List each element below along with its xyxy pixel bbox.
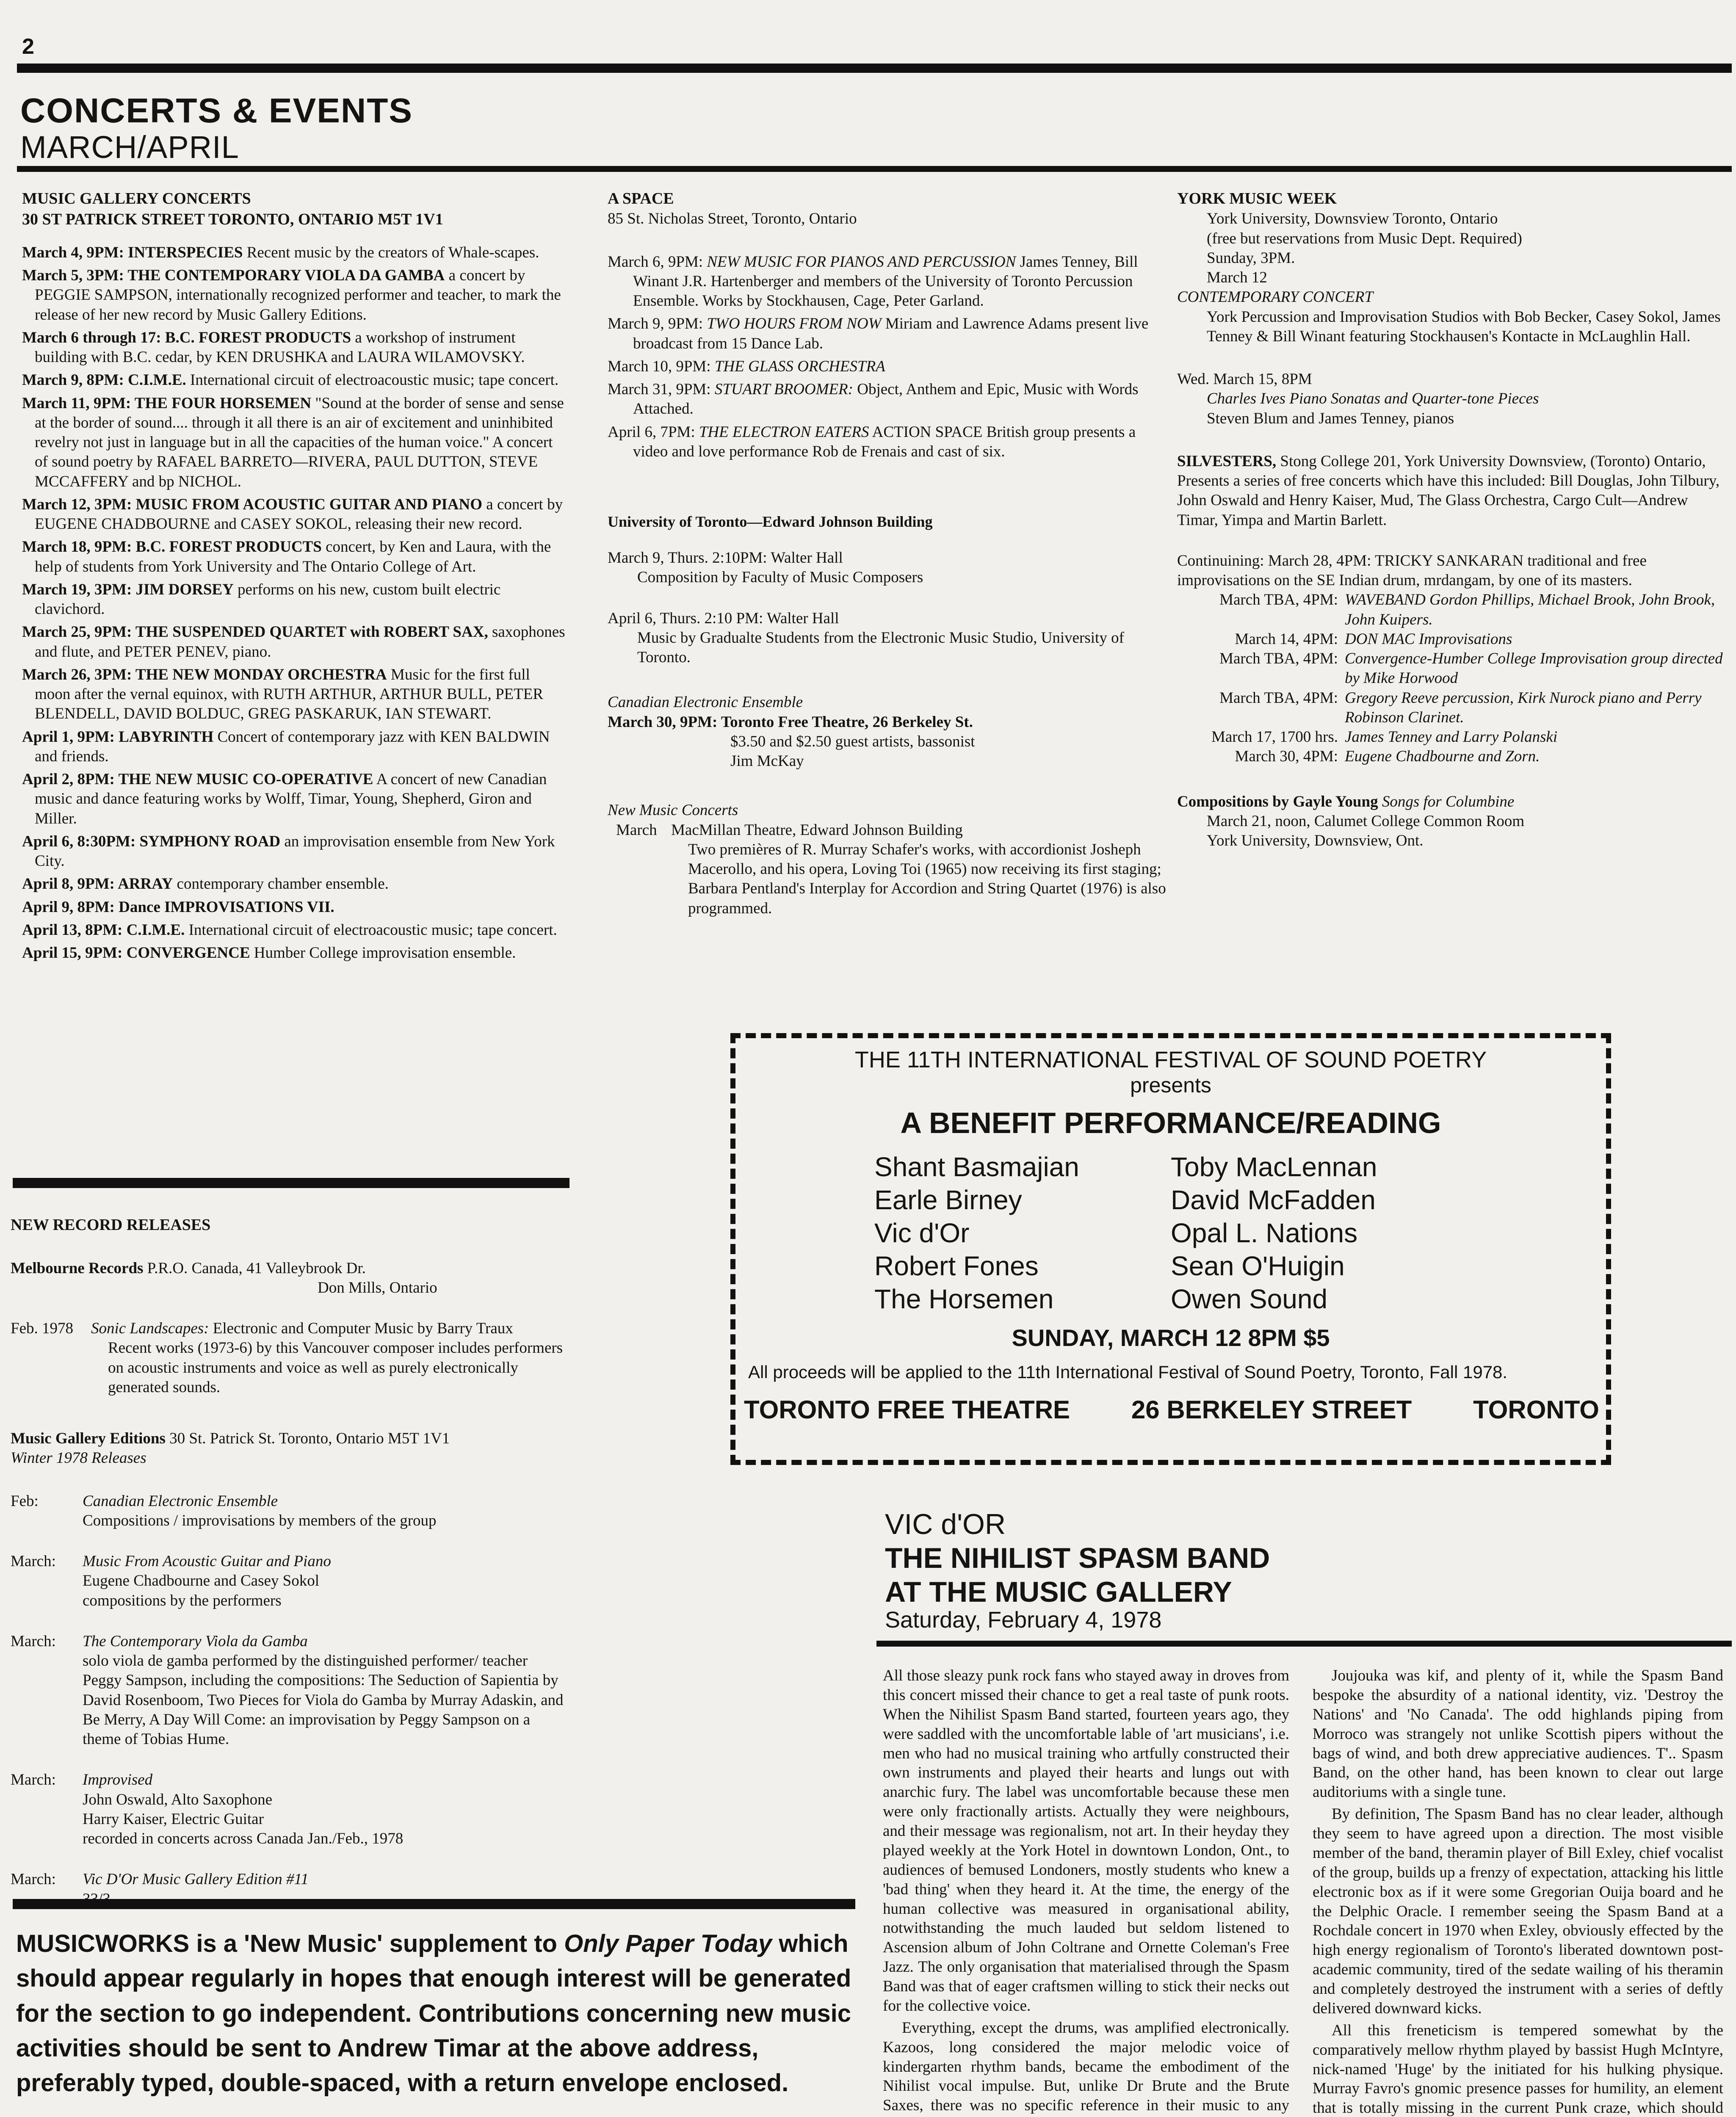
music-gallery-column: [22, 188, 568, 966]
gayle-young-line-1: March 21, noon, Calumet College Common Room: [1207, 812, 1525, 830]
silvesters: [1177, 452, 1732, 530]
event-date: March 6, 9PM:: [608, 253, 703, 271]
melbourne-address: P.R.O. Canada, 41 Valleybrook Dr.: [147, 1259, 366, 1277]
benefit-city: TORONTO: [1473, 1396, 1599, 1424]
record-item: [11, 1492, 569, 1531]
record-month: March:: [11, 1632, 56, 1650]
york-tba-date: March 17, 1700 hrs.: [1211, 728, 1338, 746]
york-tba-text: Convergence-Humber College Improvisation group directed by Mike Horwood: [1345, 650, 1723, 687]
york-tba-text: Eugene Chadbourne and Zorn.: [1345, 748, 1540, 766]
york-tba-item: [1177, 727, 1732, 747]
review-paragraph: Everything, except the drums, was amplified electronically. Kazoos, long considered the major melodic voice of kindergarten rhythm bands, became the embodiment of the Nihilist vocal impulse. But, unlike Dr Brute and the Brute Saxes, there was no specific reference in their music to any: [883, 2019, 1289, 2114]
york-column: [1177, 188, 1732, 851]
event-item: [608, 314, 1167, 354]
review-paragraph: By definition, The Spasm Band has no clear leader, although they seem to have agreed upon a direction. The most visible member of the band, theramin player of Bill Exley, chief vocalist of the group, builds up a frenzy of expectation, attacking his little electronic box as if it were some Gregorian Ouija board and he the Delphic Oracle. I remember seeing the Spasm Band at a Rochdale concert in 1970 when Exley, obviously effected by the high energy regionalism of Toronto's liberated downtown post-academic community, tired of the sedate wailing of his theramin and completely destroyed the instrument with a series of deftly delivered downward kicks.: [1313, 1805, 1723, 2017]
event-text: performs on his new, custom built electric clavichord.: [35, 580, 501, 618]
event-item: [22, 266, 568, 325]
event-item: [22, 243, 568, 263]
page-number: 2: [22, 34, 34, 59]
benefit-date: SUNDAY, MARCH 12 8PM $5: [1012, 1324, 1330, 1351]
record-body: [83, 1632, 569, 1749]
traux-release: [11, 1319, 569, 1397]
event-lead: April 6, 8:30PM: SYMPHONY ROAD: [22, 832, 281, 850]
performer-name: Shant Basmajian: [874, 1152, 1079, 1182]
record-month: March:: [11, 1553, 56, 1570]
event-text: Miriam and Lawrence Adams present live broadcast from 15 Dance Lab.: [633, 315, 1149, 352]
york-tba-text: Gregory Reeve percussion, Kirk Nurock piano and Perry Robinson Clarinet.: [1345, 689, 1702, 726]
record-line: Eugene Chadbourne and Casey Sokol: [83, 1572, 319, 1590]
event-item: [22, 665, 568, 724]
record-line: solo viola de gamba performed by the distinguished performer/ teacher Peggy Sampson, including the compositions: The Seduction of Sapientia by David Rosenboom, Two Pieces for Viola do Gamba by Murray Adaskin, and Be Merry, A Day Will Come: an improvisation by Peggy Sampson on a theme of Tobias Hume.: [83, 1652, 564, 1748]
review-heading: [885, 1507, 1270, 1609]
wed-title: Charles Ives Piano Sonatas and Quarter-tone Pieces: [1207, 390, 1539, 408]
event-lead: March 18, 9PM: B.C. FOREST PRODUCTS: [22, 538, 322, 556]
performer-names-right: [1171, 1150, 1467, 1316]
event-lead: March 12, 3PM: MUSIC FROM ACOUSTIC GUITAR AND PIANO: [22, 495, 483, 513]
event-item: [22, 920, 568, 940]
event-item: [608, 357, 1167, 376]
event-lead: March 9, 8PM: C.I.M.E.: [22, 371, 186, 389]
music-gallery-editions: [11, 1429, 569, 1448]
traux-date: Feb. 1978: [11, 1320, 73, 1337]
musicworks-rest: which should appear regularly in hopes that enough interest will be generated for the section to go independent. Contributions concerning new music activities should be sent to Andrew Timar at the above address, preferably typed, double-spaced, with a return envelope enclosed.: [16, 1930, 851, 2097]
event-text: concert, by Ken and Laura, with the help of students from York University and The Ontario College of Art.: [35, 538, 551, 575]
gayle-young-title: Songs for Columbine: [1382, 793, 1515, 810]
record-line: recorded in concerts across Canada Jan./Feb., 1978: [83, 1830, 404, 1847]
gayle-young-line-2: York University, Downsview, Ont.: [1207, 832, 1424, 850]
uoft-event-1-date: March 9, Thurs. 2:10PM: Walter Hall: [608, 549, 843, 567]
nmc-venue: MacMillan Theatre, Edward Johnson Building: [671, 821, 963, 839]
nmc-heading: New Music Concerts: [608, 801, 738, 819]
a-space-column: [608, 188, 1167, 918]
record-item: [11, 1632, 569, 1749]
york-tba-text: DON MAC Improvisations: [1345, 630, 1512, 648]
festival-title: THE 11TH INTERNATIONAL FESTIVAL OF SOUND POETRY: [854, 1047, 1487, 1072]
nmc-event: [608, 821, 1167, 918]
performer-name: Robert Fones: [874, 1251, 1039, 1282]
performer-name: Sean O'Huigin: [1171, 1251, 1345, 1282]
review-paragraph: Joujouka was kif, and plenty of it, while the Spasm Band bespoke the absurdity of a national identity, viz. 'Destroy the Nations' and 'No Canada'. The odd highlands piping from Morroco was strangely not unlike Scottish pipers without the bags of wind, and both drew appreciative audiences. T'.. Spasm Band, on the other hand, has been known to clear out large auditoriums with a single tune.: [1313, 1667, 1723, 1801]
benefit-box: [730, 1033, 1611, 1465]
nmc-month: March: [616, 821, 657, 839]
event-item: [608, 252, 1167, 311]
benefit-venue-line: [744, 1395, 1599, 1424]
section-title: CONCERTS & EVENTS: [20, 91, 413, 130]
a-space-heading: A SPACE: [608, 190, 674, 207]
york-when-day: Sunday, 3PM.: [1207, 249, 1295, 267]
musicworks-paper: Only Paper Today: [564, 1930, 772, 1957]
event-title: STUART BROOMER:: [714, 381, 853, 398]
uoft-heading: University of Toronto—Edward Johnson Building: [608, 513, 933, 531]
record-month: March:: [11, 1771, 56, 1789]
record-month: Feb:: [11, 1492, 39, 1510]
event-text: International circuit of electroacoustic music; tape concert.: [188, 921, 557, 939]
event-lead: March 26, 3PM: THE NEW MONDAY ORCHESTRA: [22, 666, 387, 683]
event-lead: April 15, 9PM: CONVERGENCE: [22, 944, 250, 962]
record-body: [83, 1492, 437, 1531]
review-rule: [876, 1641, 1732, 1647]
silvesters-lead: SILVESTERS,: [1177, 452, 1277, 470]
mg-label: Music Gallery Editions: [11, 1430, 166, 1447]
record-body: [83, 1552, 331, 1611]
musicworks-lead: MUSICWORKS: [16, 1930, 190, 1957]
event-text: Recent music by the creators of Whale-scapes.: [246, 243, 539, 261]
contemporary-concert-title: CONTEMPORARY CONCERT: [1177, 288, 1373, 306]
event-lead: March 19, 3PM: JIM DORSEY: [22, 580, 234, 598]
record-title: Vic D'Or Music Gallery Edition #11: [83, 1871, 309, 1888]
event-lead: March 6 through 17: B.C. FOREST PRODUCTS: [22, 329, 351, 346]
york-tba-text: WAVEBAND Gordon Phillips, Michael Brook, John Brook, John Kuipers.: [1345, 591, 1715, 628]
event-lead: April 13, 8PM: C.I.M.E.: [22, 921, 185, 939]
cee-heading: Canadian Electronic Ensemble: [608, 694, 803, 711]
york-tba-text: James Tenney and Larry Polanski: [1345, 728, 1558, 746]
event-text: a concert by PEGGIE SAMPSON, internationally recognized performer and teacher, to mark the release of her new record by Music Gallery Editions.: [35, 267, 561, 323]
music-gallery-heading: MUSIC GALLERY CONCERTS: [22, 190, 251, 207]
benefit-venue: TORONTO FREE THEATRE: [744, 1396, 1070, 1424]
event-title: THE ELECTRON EATERS: [699, 423, 869, 441]
review-date: Saturday, February 4, 1978: [885, 1607, 1162, 1633]
record-line: Harry Kaiser, Electric Guitar: [83, 1810, 264, 1828]
performer-name: David McFadden: [1171, 1185, 1376, 1216]
record-title: Music From Acoustic Guitar and Piano: [83, 1553, 331, 1570]
event-text: "Sound at the border of sense and sense at the border of sound.... through it all there is an air of excitement and uninhibited revelry not just in language but in all the capacities of the human voice." A concert of sound poetry by RAFAEL BARRETO—RIVERA, PAUL DUTTON, STEVE MCCAFFERY and bp NICHOL.: [35, 394, 564, 490]
event-item: [22, 898, 568, 917]
event-lead: April 8, 9PM: ARRAY: [22, 875, 173, 893]
uoft-event-2-date: April 6, Thurs. 2:10 PM: Walter Hall: [608, 609, 839, 627]
event-lead: April 9, 8PM: Dance IMPROVISATIONS VII.: [22, 898, 334, 916]
traux-line: Electronic and Computer Music by Barry Traux: [213, 1320, 513, 1337]
section-subtitle: MARCH/APRIL: [20, 130, 239, 165]
york-tba-item: [1177, 747, 1732, 766]
event-text: a workshop of instrument building with B.C. cedar, by KEN DRUSHKA and LAURA WILAMOVSKY.: [35, 329, 525, 366]
review-title-2: THE NIHILIST SPASM BAND: [885, 1542, 1270, 1575]
york-tba-item: [1177, 649, 1732, 688]
record-title: Canadian Electronic Ensemble: [83, 1492, 278, 1510]
event-text: James Tenney, Bill Winant J.R. Hartenberger and members of the University of Toronto Percussion Ensemble. Works by Stockhausen, Cage, Peter Garland.: [633, 253, 1138, 310]
york-tba-item: [1177, 688, 1732, 728]
york-heading: YORK MUSIC WEEK: [1177, 190, 1337, 207]
wed-artists: Steven Blum and James Tenney, pianos: [1207, 409, 1454, 427]
benefit-title: A BENEFIT PERFORMANCE/READING: [900, 1106, 1441, 1139]
record-month: March:: [11, 1871, 56, 1888]
event-date: March 9, 9PM:: [608, 315, 703, 333]
column-rule: [13, 1178, 569, 1188]
event-text: A concert of new Canadian music and dance featuring works by Wolff, Timar, Young, Shepherd, Giron and Miller.: [35, 771, 547, 827]
header-rule: [17, 166, 1732, 172]
melbourne-records: [11, 1259, 569, 1278]
york-tba-date: March 30, 4PM:: [1235, 748, 1338, 766]
festival-presents: presents: [1130, 1073, 1211, 1097]
event-item: [22, 770, 568, 829]
event-text: Humber College improvisation ensemble.: [254, 944, 516, 962]
york-reservations: (free but reservations from Music Dept. Required): [1207, 229, 1522, 247]
contemporary-concert-text: York Percussion and Improvisation Studios with Bob Becker, Casey Sokol, James Tenney & Bill Winant featuring Stockhausen's Kontacte in McLaughlin Hall.: [1207, 308, 1721, 345]
a-space-events: [608, 252, 1167, 462]
performer-name: The Horsemen: [874, 1284, 1054, 1315]
event-title: NEW MUSIC FOR PIANOS AND PERCUSSION: [707, 253, 1016, 271]
event-title: THE GLASS ORCHESTRA: [714, 357, 885, 375]
mg-series: Winter 1978 Releases: [11, 1449, 147, 1467]
record-body: [83, 1770, 403, 1849]
continuing-text: Continuining: March 28, 4PM: TRICKY SANKARAN traditional and free improvisations on the SE Indian drum, mrdangam, by one of its masters.: [1177, 552, 1647, 589]
york-location: York University, Downsview Toronto, Ontario: [1207, 210, 1498, 228]
event-lead: April 1, 9PM: LABYRINTH: [22, 728, 214, 746]
traux-title: Sonic Landscapes:: [91, 1320, 209, 1337]
event-text: Object, Anthem and Epic, Music with Words Attached.: [633, 381, 1139, 418]
event-text: Concert of contemporary jazz with KEN BALDWIN and friends.: [35, 728, 550, 765]
cee-artist: Jim McKay: [730, 752, 804, 770]
york-tba-date: March TBA, 4PM:: [1219, 591, 1338, 609]
record-list: [11, 1492, 569, 1909]
record-item: [11, 1770, 569, 1849]
record-title: Improvised: [83, 1771, 153, 1789]
event-item: [22, 874, 568, 894]
melbourne-city: Don Mills, Ontario: [318, 1279, 437, 1296]
musicworks-rule-top: [13, 1899, 855, 1909]
event-lead: March 5, 3PM: THE CONTEMPORARY VIOLA DA GAMBA: [22, 267, 445, 285]
record-line: John Oswald, Alto Saxophone: [83, 1791, 273, 1808]
performer-name: Earle Birney: [874, 1185, 1022, 1216]
review-column-1: [883, 1666, 1289, 2117]
musicworks-text: is a 'New Music' supplement to: [189, 1930, 564, 1957]
york-when-date: March 12: [1207, 269, 1267, 287]
event-item: [22, 832, 568, 871]
record-title: The Contemporary Viola da Gamba: [83, 1632, 308, 1650]
music-gallery-events: [22, 243, 568, 963]
york-tba-date: March 14, 4PM:: [1235, 630, 1338, 648]
performer-name: Opal L. Nations: [1171, 1218, 1358, 1249]
event-item: [22, 943, 568, 963]
review-title-1: VIC d'OR: [885, 1508, 1006, 1540]
gayle-young: [1177, 792, 1732, 812]
event-item: [22, 495, 568, 534]
benefit-street: 26 BERKELEY STREET: [1131, 1396, 1412, 1424]
record-item: [11, 1552, 569, 1611]
a-space-address: 85 St. Nicholas Street, Toronto, Ontario: [608, 210, 857, 228]
record-line: Compositions / improvisations by members of the group: [83, 1512, 437, 1529]
music-gallery-address: 30 ST PATRICK STREET TORONTO, ONTARIO M5T 1V1: [22, 210, 443, 229]
event-item: [22, 370, 568, 390]
event-lead: March 25, 9PM: THE SUSPENDED QUARTET with ROBERT SAX,: [22, 623, 488, 641]
performer-name: Vic d'Or: [874, 1218, 970, 1249]
record-line: compositions by the performers: [83, 1592, 282, 1609]
event-item: [22, 727, 568, 767]
event-text: Music for the first full moon after the vernal equinox, with RUTH ARTHUR, ARTHUR BULL, PETER BLENDELL, DAVID BOLDUC, GREG PASKARUK, IAN STEWART.: [35, 666, 544, 723]
mg-address: 30 St. Patrick St. Toronto, Ontario M5T 1V1: [169, 1430, 450, 1447]
review-paragraph: All this freneticism is tempered somewhat by the comparatively mellow rhythm played by bassist Hugh McIntyre, nick-named 'Huge' by the initiated for his hulking physique. Murray Favro's gnomic presence passes for humility, an element that is totally missing in the current Punk craze, which should: [1313, 2021, 1723, 2117]
review-paragraph: All those sleazy punk rock fans who stayed away in droves from this concert missed their chance to get a real taste of punk roots. When the Nihilist Spasm Band started, fourteen years ago, they were saddled with the uncomfortable lable of 'art musicians', i.e. men who had no musical training who artfully constructed their own instruments and played their hearts and lungs out with anarchic fury. The label was uncomfortable because these men were only fractionally artists. Actually they were neighbours, and their message was regionalism, not art. In their heyday they played weekly at the York Hotel in downtown London, Ont., to audiences of bemused Londoners, mostly students who knew a 'bad thing' when they heard it. At the time, the energy of the human collective was measured in organisational ability, notwithstanding the much lauded but seldom listened to Ascension album of John Coltrane and Ornette Coleman's Free Jazz. The only organisation that materialised through the Spasm Band was that of eager craftsmen willing to stick their necks out for the collective voice.: [883, 1667, 1289, 2015]
event-lead: April 2, 8PM: THE NEW MUSIC CO-OPERATIVE: [22, 771, 373, 788]
cee-price: $3.50 and $2.50 guest artists, bassonist: [730, 732, 975, 750]
york-tba-date: March TBA, 4PM:: [1219, 689, 1338, 707]
performer-name: Owen Sound: [1171, 1284, 1328, 1315]
event-text: ACTION SPACE British group presents a video and love performance Rob de Frenais and cast of six.: [633, 423, 1136, 460]
event-text: International circuit of electroacoustic music; tape concert.: [190, 371, 559, 389]
review-title-3: AT THE MUSIC GALLERY: [885, 1576, 1232, 1608]
york-tba-item: [1177, 590, 1732, 630]
event-text: a concert by EUGENE CHADBOURNE and CASEY SOKOL, releasing their new record.: [35, 495, 563, 533]
cee-date: March 30, 9PM: Toronto Free Theatre, 26 Berkeley St.: [608, 713, 973, 731]
event-item: [608, 380, 1167, 419]
uoft-event-1-text: Composition by Faculty of Music Composers: [637, 569, 923, 586]
event-item: [22, 537, 568, 577]
event-date: April 6, 7PM:: [608, 423, 695, 441]
york-tba-item: [1177, 630, 1732, 649]
melbourne-label: Melbourne Records: [11, 1259, 144, 1277]
event-text: an improvisation ensemble from New York City.: [35, 832, 555, 870]
event-item: [608, 423, 1167, 462]
nmc-text: Two premières of R. Murray Schafer's works, with accordionist Josheph Macerollo, and his opera, Loving Toi (1965) now receiving its first staging; Barbara Pentland's Interplay for Accordion and String Quartet (1976) is also programmed.: [688, 840, 1166, 917]
top-rule: [17, 64, 1732, 73]
benefit-proceeds: All proceeds will be applied to the 11th International Festival of Sound Poetry, Toronto, Fall 1978.: [748, 1362, 1508, 1382]
performer-names: [874, 1150, 1467, 1316]
performer-names-left: [874, 1150, 1171, 1316]
event-text: contemporary chamber ensemble.: [177, 875, 389, 893]
event-text: saxophones and flute, and PETER PENEV, piano.: [35, 623, 565, 661]
event-title: TWO HOURS FROM NOW: [707, 315, 882, 333]
silvesters-text: Stong College 201, York University Downsview, (Toronto) Ontario, Presents a series of free concerts which have this included: Bill Douglas, John Tilbury, John Oswald and Henry Kaiser, Mud, The Glass Orchestra, Cargo Cult—Andrew Timar, Yimpa and Martin Barlett.: [1177, 452, 1720, 529]
wed-date: Wed. March 15, 8PM: [1177, 370, 1312, 388]
gayle-young-lead: Compositions by Gayle Young: [1177, 793, 1378, 810]
event-lead: March 11, 9PM: THE FOUR HORSEMEN: [22, 394, 312, 412]
event-date: March 10, 9PM:: [608, 357, 711, 375]
event-item: [22, 394, 568, 492]
record-releases: [11, 1215, 569, 1930]
uoft-event-2-text: Music by Gradualte Students from the Electronic Music Studio, University of Toronto.: [637, 629, 1124, 666]
review-column-2: [1313, 1666, 1723, 2117]
event-date: March 31, 9PM:: [608, 381, 711, 398]
performer-name: Toby MacLennan: [1171, 1152, 1377, 1182]
event-item: [22, 328, 568, 368]
musicworks-blurb: [16, 1926, 859, 2101]
event-lead: March 4, 9PM: INTERSPECIES: [22, 243, 243, 261]
event-item: [22, 622, 568, 662]
traux-desc: Recent works (1973-6) by this Vancouver composer includes performers on acoustic instruments and voice as well as purely electronically generated sounds.: [108, 1339, 563, 1396]
records-heading: NEW RECORD RELEASES: [11, 1216, 211, 1234]
york-tba-date: March TBA, 4PM:: [1219, 650, 1338, 668]
event-item: [22, 580, 568, 619]
york-tba-list: [1177, 590, 1732, 766]
